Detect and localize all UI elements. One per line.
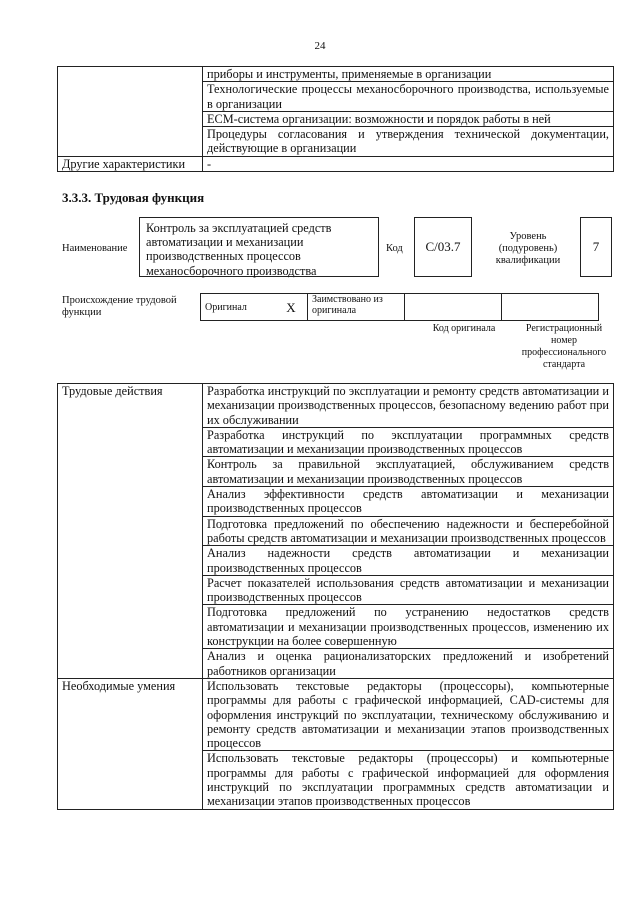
labor-action: Контроль за правильной эксплуатацией, обслуживанием средств автоматизации и механизации производственных процессов [203,457,614,487]
reg-number-cell [502,294,599,321]
code-label: Код [386,243,403,254]
skills-label: Необходимые умения [58,678,203,809]
section-title: 3.3.3. Трудовая функция [62,190,205,205]
skill-item: Использовать текстовые редакторы (процессоры) и компьютерные программы для работы с графической информацией для оформления инструкций по эксплуатации программных средств автоматизации и механизации этапов производственных процессов [203,751,614,809]
origin-table [200,293,599,321]
table-cell-text: приборы и инструменты, применяемые в организации [203,67,614,82]
table-cell-text: ЕСМ-система организации: возможности и порядок работы в ней [203,111,614,126]
original-label: Оригинал [201,294,276,321]
level-value: 7 [580,217,612,277]
borrowed-label: Заимствовано из оригинала [308,294,405,321]
table-row [58,678,614,750]
code-original-caption: Код оригинала [432,323,496,334]
table-cell-text: - [203,156,614,171]
function-code-value: С/03.7 [414,217,472,277]
skill-item: Использовать текстовые редакторы (процессоры), компьютерные программы для работы с графической информацией, CAD-системы для оформления инструкций по эксплуатации, техническому обслуживанию и ремонту средств автоматизации и механизации этапов производственных процессов [203,678,614,750]
table-row [58,156,614,171]
function-name-value: Контроль за эксплуатацией средств автоматизации и механизации производственных процессов механосборочного производства [139,217,379,277]
labor-function-table [57,383,614,810]
original-mark: X [275,294,308,321]
origin-label: Происхождение трудовой функции [62,295,177,318]
table-cell-label [58,67,203,157]
labor-action: Разработка инструкций по эксплуатации программных средств автоматизации и механизации производственных процессов [203,427,614,457]
page-number: 24 [314,40,326,52]
labor-action: Анализ эффективности средств автоматизации и механизации производственных процессов [203,487,614,517]
name-label: Наименование [62,243,128,254]
table-row [201,294,599,321]
labor-action: Подготовка предложений по устранению недостатков средств автоматизации и механизации производственных процессов, изменению их конструкции на более совершенную [203,605,614,649]
top-characteristics-table [57,66,614,172]
level-label: Уровень (подуровень) квалификации [495,231,561,266]
table-row [58,384,614,428]
code-original-cell [405,294,502,321]
table-cell-text: Технологические процессы механосборочного производства, используемые в организации [203,82,614,112]
labor-action: Анализ надежности средств автоматизации и механизации производственных процессов [203,546,614,576]
labor-action: Анализ и оценка рационализаторских предложений и изобретений работников организации [203,649,614,679]
labor-action: Расчет показателей использования средств автоматизации и механизации производственных процессов [203,575,614,605]
table-cell-text: Процедуры согласования и утверждения технической документации, действующие в организации [203,127,614,157]
labor-actions-label: Трудовые действия [58,384,203,679]
reg-number-caption: Регистрационный номер профессионального стандарта [521,323,607,370]
table-row [58,67,614,82]
table-cell-label: Другие характеристики [58,156,203,171]
labor-action: Разработка инструкций по эксплуатации и ремонту средств автоматизации и механизации производственных процессов, безопасному ведению работ при их обслуживании [203,384,614,428]
labor-action: Подготовка предложений по обеспечению надежности и бесперебойной работы средств автоматизации и механизации производственных процессов [203,516,614,546]
